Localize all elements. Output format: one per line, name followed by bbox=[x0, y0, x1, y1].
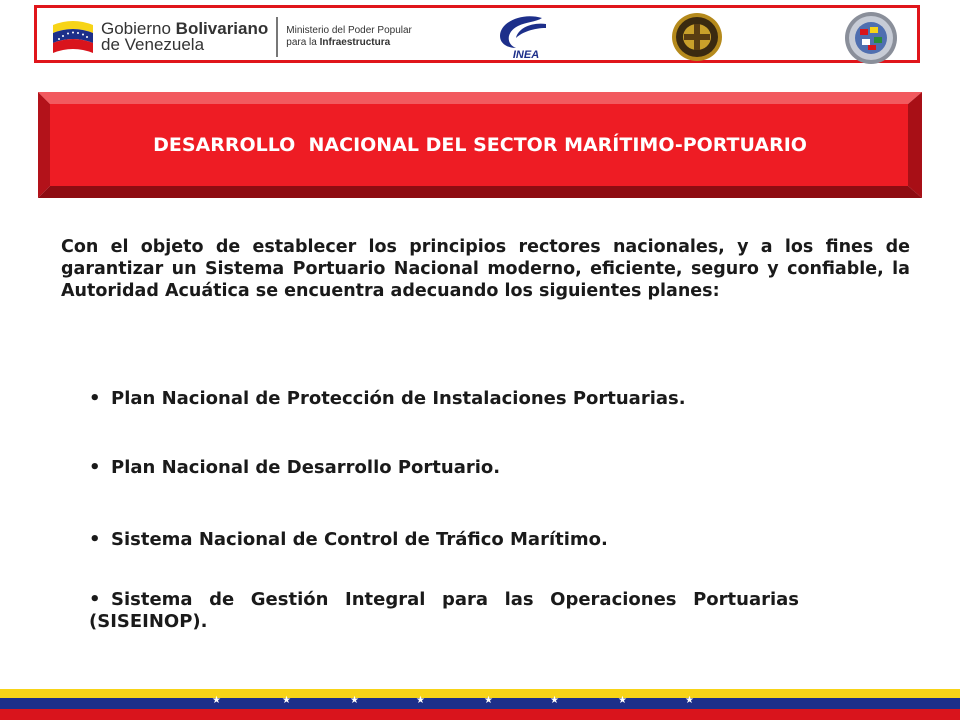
plan-text: Plan Nacional de Protección de Instalaciones Portuarias. bbox=[111, 388, 686, 409]
star-icon: ★ bbox=[350, 695, 359, 706]
venezuela-flag-footer bbox=[0, 689, 960, 720]
ministry-line2 bbox=[286, 37, 412, 49]
gobierno-line2: de Venezuela bbox=[101, 35, 205, 54]
venezuela-flag-icon bbox=[51, 17, 95, 57]
star-icon: ★ bbox=[282, 695, 291, 706]
inea-logo-icon bbox=[492, 14, 556, 60]
flag-stripe-yellow bbox=[0, 689, 960, 698]
header-logo-bar bbox=[34, 5, 920, 63]
flag-stripe-red bbox=[0, 709, 960, 720]
page-title: DESARROLLO NACIONAL DEL SECTOR MARÍTIMO-PORTUARIO bbox=[153, 134, 807, 156]
oas-seal-icon bbox=[670, 12, 724, 62]
star-icon: ★ bbox=[685, 695, 694, 706]
ministry-line2-prefix: para la bbox=[286, 37, 320, 48]
plan-item-proteccion bbox=[89, 388, 909, 410]
gobierno-bolivariano-logo bbox=[51, 16, 412, 58]
plan-item-trafico bbox=[89, 529, 909, 551]
plan-item-siseinop bbox=[89, 589, 799, 633]
logo-divider bbox=[276, 17, 278, 57]
plan-item-desarrollo bbox=[89, 457, 909, 479]
bullet-icon: • bbox=[89, 529, 101, 550]
plan-text: Sistema Nacional de Control de Tráfico Marítimo. bbox=[111, 529, 608, 550]
intro-paragraph: Con el objeto de establecer los principios rectores nacionales, y a los fines de garantizar un Sistema Portuario Nacional moderno, eficiente, seguro y confiable, la Autoridad Acuática se encuentra adecuando los siguientes planes: bbox=[61, 237, 910, 301]
ministry-text bbox=[286, 25, 412, 49]
flag-stripe-blue bbox=[0, 695, 960, 709]
inea-label: INEA bbox=[512, 49, 540, 60]
bullet-icon: • bbox=[89, 388, 101, 409]
star-icon: ★ bbox=[618, 695, 627, 706]
ministry-line1: Ministerio del Poder Popular bbox=[286, 25, 412, 36]
organization-seal-icon bbox=[844, 11, 898, 65]
star-icon: ★ bbox=[550, 695, 559, 706]
gobierno-text bbox=[101, 21, 268, 53]
ministry-line2-bold: Infraestructura bbox=[319, 37, 391, 48]
bullet-icon: • bbox=[89, 457, 101, 478]
star-icon: ★ bbox=[416, 695, 425, 706]
plan-text: Sistema de Gestión Integral para las Operaciones Portuarias (SISEINOP). bbox=[89, 589, 799, 632]
plan-text: Plan Nacional de Desarrollo Portuario. bbox=[111, 457, 501, 478]
star-icon: ★ bbox=[484, 695, 493, 706]
gobierno-word: Gobierno bbox=[101, 19, 176, 38]
star-icon: ★ bbox=[212, 695, 221, 706]
title-banner bbox=[38, 92, 922, 198]
bolivariano-word: Bolivariano bbox=[175, 19, 269, 38]
bullet-icon: • bbox=[89, 589, 101, 610]
